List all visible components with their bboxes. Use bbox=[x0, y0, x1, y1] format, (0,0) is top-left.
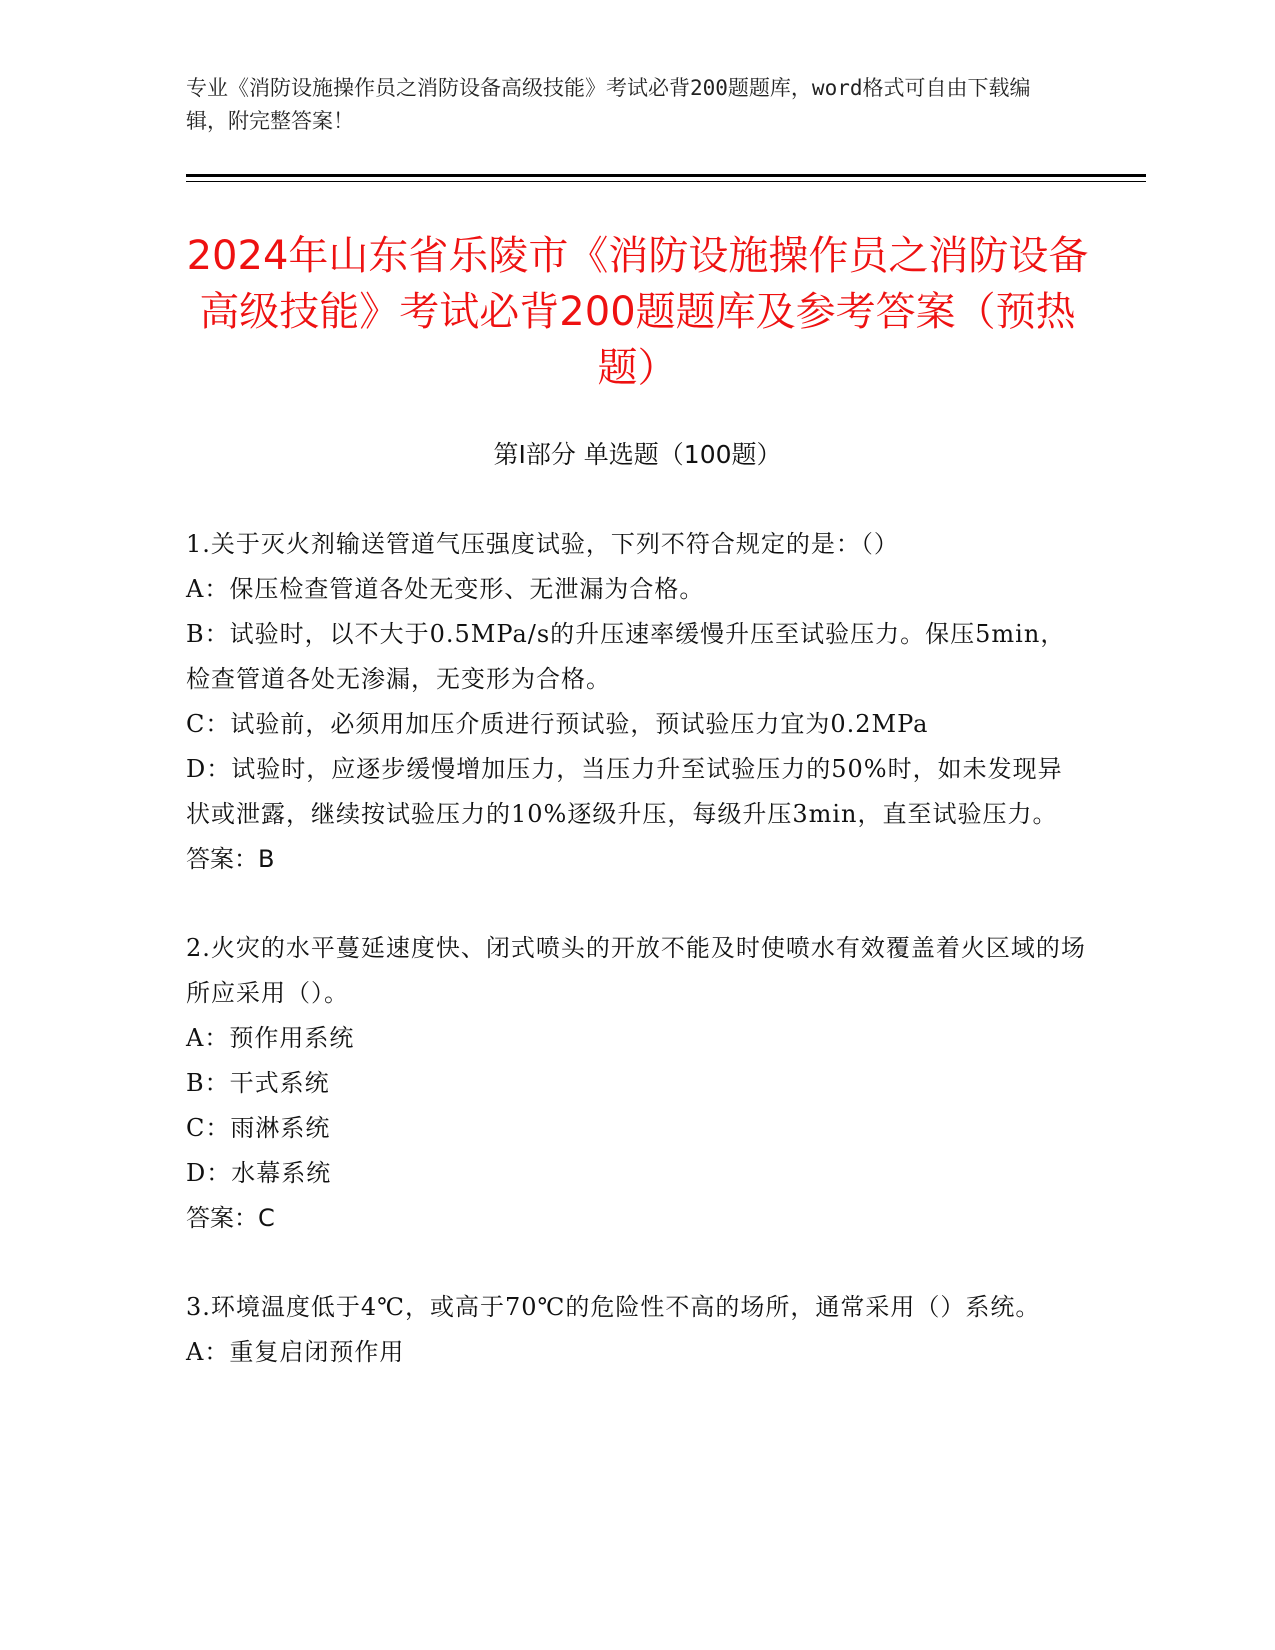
header-note: 专业《消防设施操作员之消防设备高级技能》考试必背200题题库，word格式可自由下载编辑，附完整答案！ bbox=[186, 76, 1031, 133]
question-stem: 3.环境温度低于4℃，或高于70℃的危险性不高的场所，通常采用（）系统。 bbox=[186, 1293, 1041, 1321]
section-heading: 第I部分 单选题（100题） bbox=[493, 440, 782, 469]
option-c: C：雨淋系统 bbox=[186, 1114, 331, 1142]
question-stem: 1.关于灭火剂输送管道气压强度试验，下列不符合规定的是：（） bbox=[186, 530, 899, 558]
document-title: 2024年山东省乐陵市《消防设施操作员之消防设备高级技能》考试必背200题题库及参考答案（预热题） bbox=[186, 233, 1089, 391]
option-a: A：保压检查管道各处无变形、无泄漏为合格。 bbox=[186, 575, 705, 603]
header-divider-thick bbox=[186, 174, 1146, 177]
header-divider-thin bbox=[186, 181, 1146, 182]
option-b: B：干式系统 bbox=[186, 1069, 330, 1097]
option-a: A：重复启闭预作用 bbox=[186, 1338, 405, 1366]
option-c: C：试验前，必须用加压介质进行预试验，预试验压力宜为0.2MPa bbox=[186, 710, 929, 738]
question-2 bbox=[186, 926, 1086, 1241]
option-a: A：预作用系统 bbox=[186, 1024, 355, 1052]
question-1 bbox=[186, 522, 1086, 882]
question-list bbox=[186, 522, 1086, 1419]
question-stem: 2.火灾的水平蔓延速度快、闭式喷头的开放不能及时使喷水有效覆盖着火区域的场所应采用（）。 bbox=[186, 934, 1086, 1007]
answer-label: 答案：C bbox=[186, 1204, 275, 1232]
option-d: D：试验时，应逐步缓慢增加压力，当压力升至试验压力的50%时，如未发现异状或泄露，继续按试验压力的10%逐级升压，每级升压3min，直至试验压力。 bbox=[186, 755, 1063, 828]
answer-label: 答案：B bbox=[186, 845, 275, 873]
question-3 bbox=[186, 1285, 1086, 1375]
option-d: D：水幕系统 bbox=[186, 1159, 332, 1187]
option-b: B：试验时，以不大于0.5MPa/s的升压速率缓慢升压至试验压力。保压5min，检查管道各处无渗漏，无变形为合格。 bbox=[186, 620, 1066, 693]
